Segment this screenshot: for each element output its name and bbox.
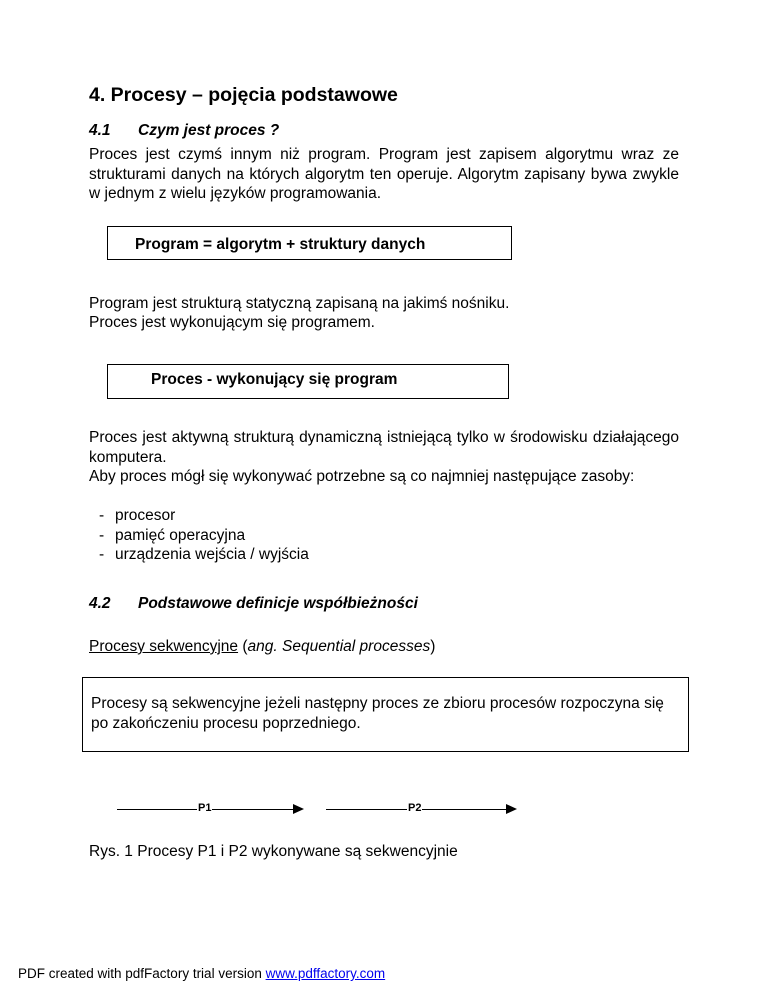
p1-arrow-icon	[293, 804, 304, 814]
running-program-line: Proces jest wykonującym się programem.	[89, 314, 375, 331]
p1-label: P1	[198, 802, 212, 814]
list-item: - pamięć operacyjna	[99, 526, 246, 544]
static-structure-line: Program jest strukturą statyczną zapisaną na jakimś nośniku.	[89, 295, 510, 312]
program-definition-text: Program = algorytm + struktury danych	[135, 236, 426, 253]
pdffactory-link[interactable]: www.pdffactory.com	[265, 966, 386, 981]
section-number-4-1: 4.1	[89, 122, 111, 139]
process-definition-text: Proces - wykonujący się program	[151, 371, 398, 388]
section-number-4-2: 4.2	[89, 595, 111, 612]
p2-arrow-icon	[506, 804, 517, 814]
section-heading-4-1: Czym jest proces ?	[138, 122, 280, 139]
figure-caption: Rys. 1 Procesy P1 i P2 wykonywane są sekwencyjnie	[89, 843, 458, 860]
dynamic-structure-paragraph: Proces jest aktywną strukturą dynamiczną istniejącą tylko w środowisku działającego komputera.	[89, 429, 679, 466]
resources-intro-paragraph: Aby proces mógł się wykonywać potrzebne są co najmniej następujące zasoby:	[89, 468, 635, 485]
pdf-footer: PDF created with pdfFactory trial version www.pdffactory.com	[18, 966, 386, 981]
definition-text: Procesy są sekwencyjne jeżeli następny proces ze zbioru procesów rozpoczyna się po zakończeniu procesu poprzedniego.	[91, 695, 664, 732]
page-title: 4. Procesy – pojęcia podstawowe	[89, 84, 398, 106]
section-heading-4-2: Podstawowe definicje współbieżności	[138, 595, 418, 612]
p2-label: P2	[408, 802, 422, 814]
sequential-processes-term: Procesy sekwencyjne (ang. Sequential processes)	[89, 638, 436, 655]
list-item: - procesor	[99, 507, 176, 524]
resources-list	[89, 506, 649, 565]
intro-paragraph: Proces jest czymś innym niż program. Program jest zapisem algorytmu wraz ze strukturami danych na których algorytm ten operuje. Algorytm zapisany bywa zwykle w jednym z wielu języków programowania.	[89, 146, 679, 202]
list-item: - urządzenia wejścia / wyjścia	[99, 546, 309, 563]
